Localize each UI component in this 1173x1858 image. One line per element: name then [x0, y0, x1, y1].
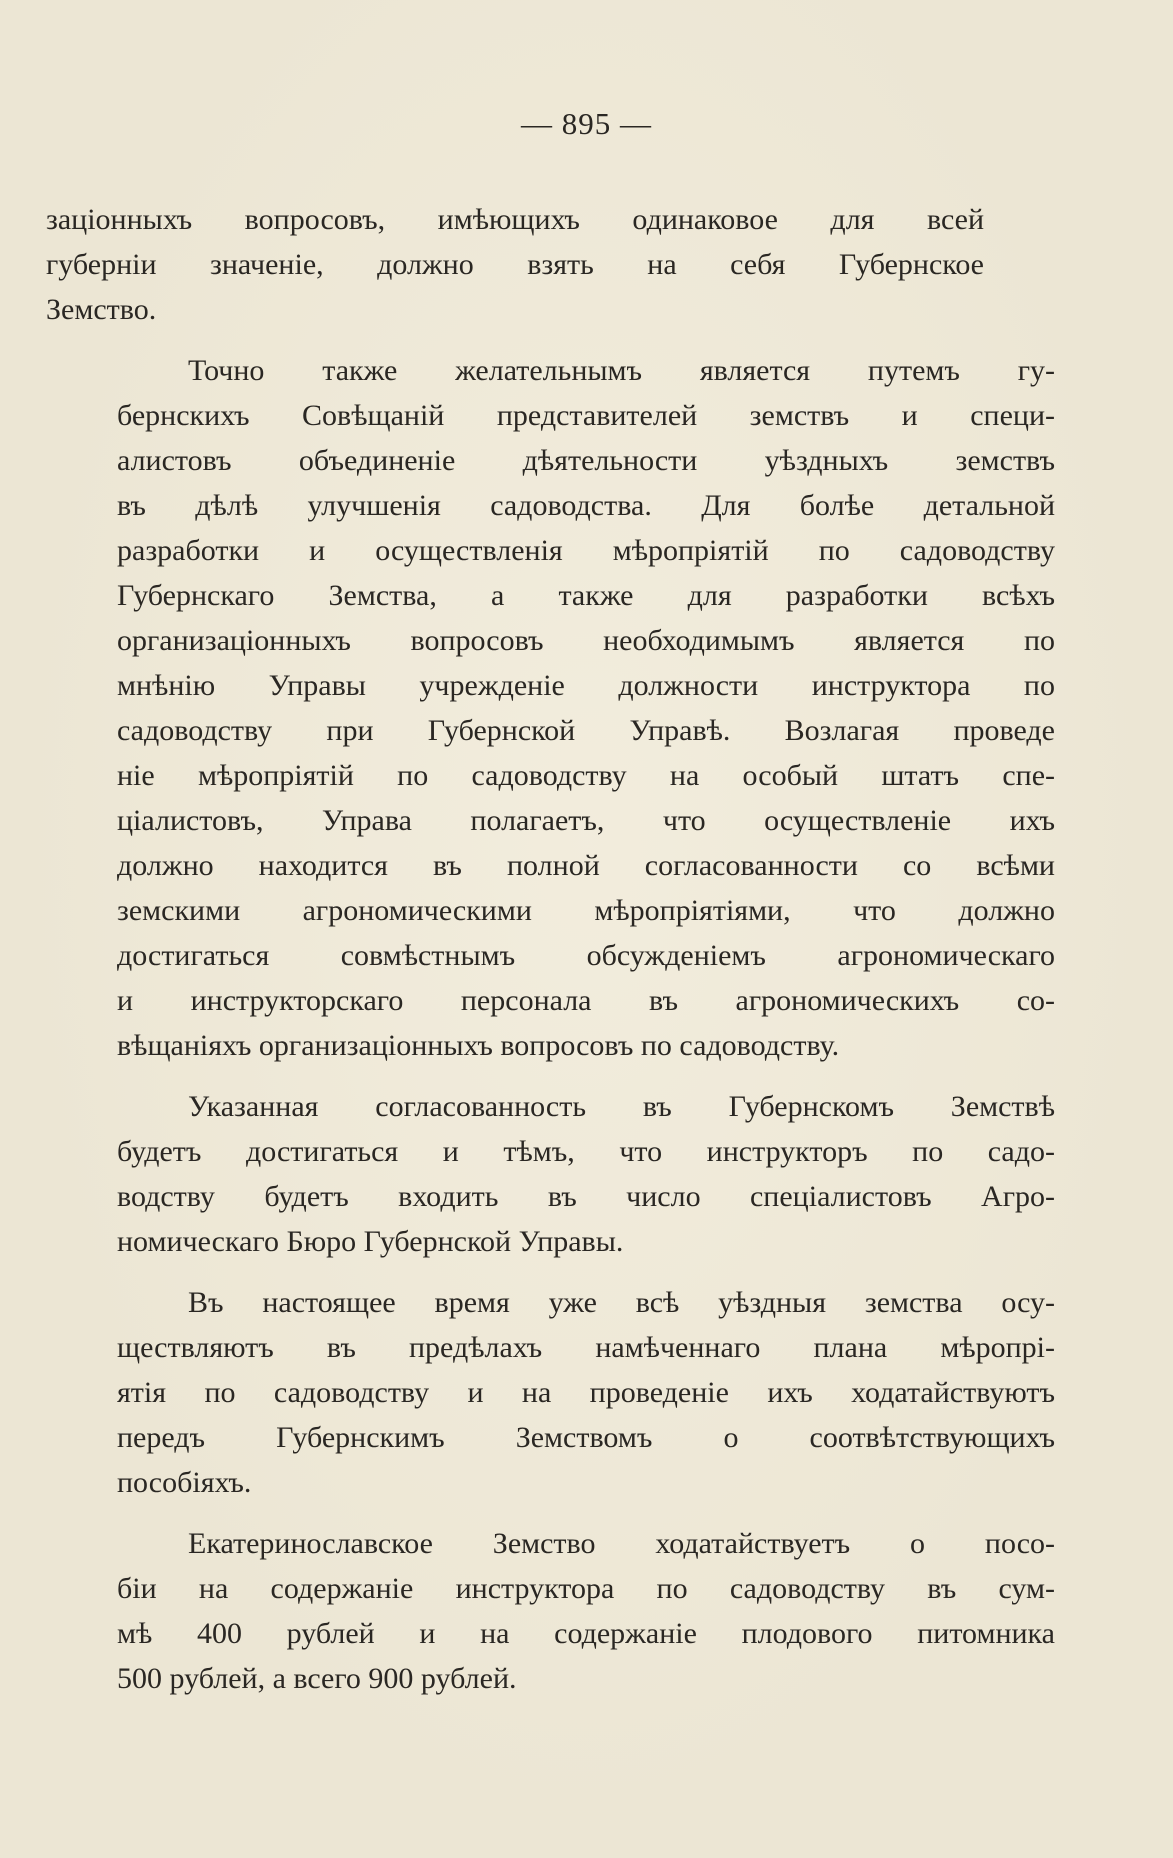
text-line: номическаго Бюро Губернской Управы. [117, 1225, 624, 1258]
text-line: садоводству при Губернской Управѣ. Возлагая проведе [117, 714, 1055, 747]
text-line: пособіяхъ. [117, 1466, 252, 1499]
page-number: — 895 — [521, 106, 652, 141]
paragraph [46, 1521, 1055, 1701]
text-line: достигаться совмѣстнымъ обсужденіемъ агрономическаго [117, 939, 1055, 972]
text-line: заціонныхъ вопросовъ, имѣющихъ одинаковое для всей [46, 203, 984, 236]
text-line: должно находится въ полной согласованности со всѣми [117, 849, 1055, 882]
text-line: ніе мѣропріятій по садоводству на особый штатъ спе- [117, 759, 1055, 792]
text-line: губерніи значеніе, должно взять на себя Губернское [46, 248, 984, 281]
text-line: вѣщаніяхъ организаціонныхъ вопросовъ по садоводству. [117, 1029, 840, 1062]
paragraph [46, 197, 984, 332]
text-line: Земство. [46, 293, 157, 326]
text-line: Точно также желательнымъ является путемъ гу- [188, 354, 1055, 387]
text-line: будетъ достигаться и тѣмъ, что инструкторъ по садо- [117, 1135, 1055, 1168]
text-line: въ дѣлѣ улучшенія садоводства. Для болѣе детальной [117, 489, 1055, 522]
text-line: и инструкторскаго персонала въ агрономическихъ со- [117, 984, 1055, 1017]
text-line: водству будетъ входить въ число спеціалистовъ Агро- [117, 1180, 1055, 1213]
text-line: ятія по садоводству и на проведеніе ихъ ходатайствуютъ [117, 1376, 1055, 1409]
text-line: біи на содержаніе инструктора по садоводству въ сум- [117, 1572, 1055, 1605]
text-line: ществляютъ въ предѣлахъ намѣченнаго плана мѣропрі- [117, 1331, 1055, 1364]
text-line: 500 рублей, а всего 900 рублей. [117, 1662, 517, 1695]
body-text [46, 197, 1055, 1717]
text-line: Губернскаго Земства, а также для разработки всѣхъ [117, 579, 1055, 612]
paragraph [46, 1084, 1055, 1264]
text-line: алистовъ объединеніе дѣятельности уѣздныхъ земствъ [117, 444, 1055, 477]
text-line: организаціонныхъ вопросовъ необходимымъ является по [117, 624, 1055, 657]
text-line: ціалистовъ, Управа полагаетъ, что осуществленіе ихъ [117, 804, 1055, 837]
text-line: Указанная согласованность въ Губернскомъ Земствѣ [188, 1090, 1055, 1123]
text-line: мѣ 400 рублей и на содержаніе плодового питомника [117, 1617, 1055, 1650]
text-line: Въ настоящее время уже всѣ уѣздныя земства осу- [188, 1286, 1055, 1319]
text-line: Екатеринославское Земство ходатайствуетъ о посо- [188, 1527, 1055, 1560]
text-line: передъ Губернскимъ Земствомъ о соотвѣтствующихъ [117, 1421, 1055, 1454]
paragraph [46, 348, 1055, 1068]
text-line: бернскихъ Совѣщаній представителей земствъ и специ- [117, 399, 1055, 432]
text-line: разработки и осуществленія мѣропріятій по садоводству [117, 534, 1055, 567]
text-line: земскими агрономическими мѣропріятіями, что должно [117, 894, 1055, 927]
text-line: мнѣнію Управы учрежденіе должности инструктора по [117, 669, 1055, 702]
paragraph [46, 1280, 1055, 1505]
